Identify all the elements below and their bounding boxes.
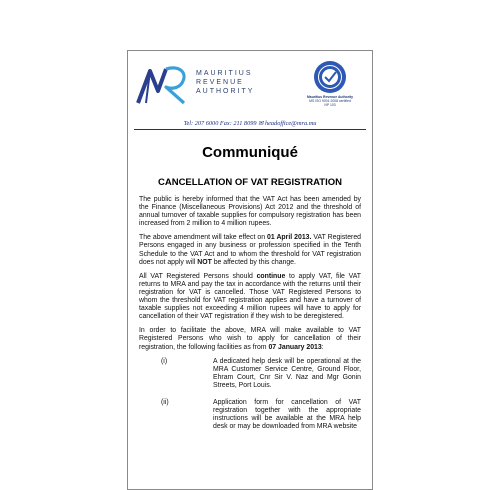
contact-line: Tel: 207 6000 Fax: 211 8099 ✉ headoffice@mra.mu — [183, 120, 317, 127]
document-heading: CANCELLATION OF VAT REGISTRATION — [157, 177, 342, 188]
seal-number: NP 103 — [324, 103, 336, 108]
list-item — [139, 358, 361, 390]
paragraph-2: The above amendment will take effect on 01 April 2013. VAT Registered Persons engaged in any business or profession specified in the Tenth Schedule to the VAT Act and to whom the threshold for VAT registration does not apply will NOT be affected by this change. — [139, 234, 361, 266]
iso-certification-seal — [300, 59, 360, 108]
paragraph-4: In order to facilitate the above, MRA will make available to VAT Registered Persons who wish to apply for cancellation of their registration, the following facilities as from 07 January 2013: — [139, 327, 361, 351]
list-item-number: (i) — [161, 357, 168, 365]
document-page — [127, 50, 373, 490]
list-item-text: A dedicated help desk will be operational at the MRA Customer Service Centre, Ground Floor, Ehram Court, Cnr Sir V. Naz and Mgr Gonin Streets, Port Louis. — [213, 357, 361, 389]
seal-caption: Mauritius Revenue Authority — [306, 95, 354, 99]
list-item — [139, 399, 361, 431]
seal-certificate: MS ISO 9001:2008 certified — [309, 99, 351, 104]
list-item-text: Application form for cancellation of VAT registration together with the appropriate instructions will be available at the MRA help desk or may be downloaded from MRA website — [213, 398, 361, 431]
paragraph-3: All VAT Registered Persons should continue to apply VAT, file VAT returns to MRA and pay the tax in accordance with the returns until their registration for VAT is cancelled. Those VAT Registered Persons to whom the threshold for VAT registration applies and have a turnover of taxable supplies not exceeding 4 million rupees will have to apply for cancellation of their VAT registration if they wish to be deregistered. — [139, 272, 361, 321]
mra-logo-text: MAURITIUS REVENUE AUTHORITY — [196, 70, 255, 95]
paragraph-1: The public is hereby informed that the VAT Act has been amended by the Finance (Miscellaneous Provisions) Act 2012 and the threshold of annual turnover of taxable supplies for compulsory registration has been increased from 2 million to 4 million rupees. — [139, 196, 361, 228]
certification-seal-icon — [312, 59, 348, 95]
document-body — [139, 196, 361, 440]
mra-logo-icon — [136, 61, 192, 105]
header-divider — [134, 129, 366, 130]
list-item-number: (ii) — [161, 398, 169, 406]
page-title: Communiqué — [202, 144, 298, 161]
